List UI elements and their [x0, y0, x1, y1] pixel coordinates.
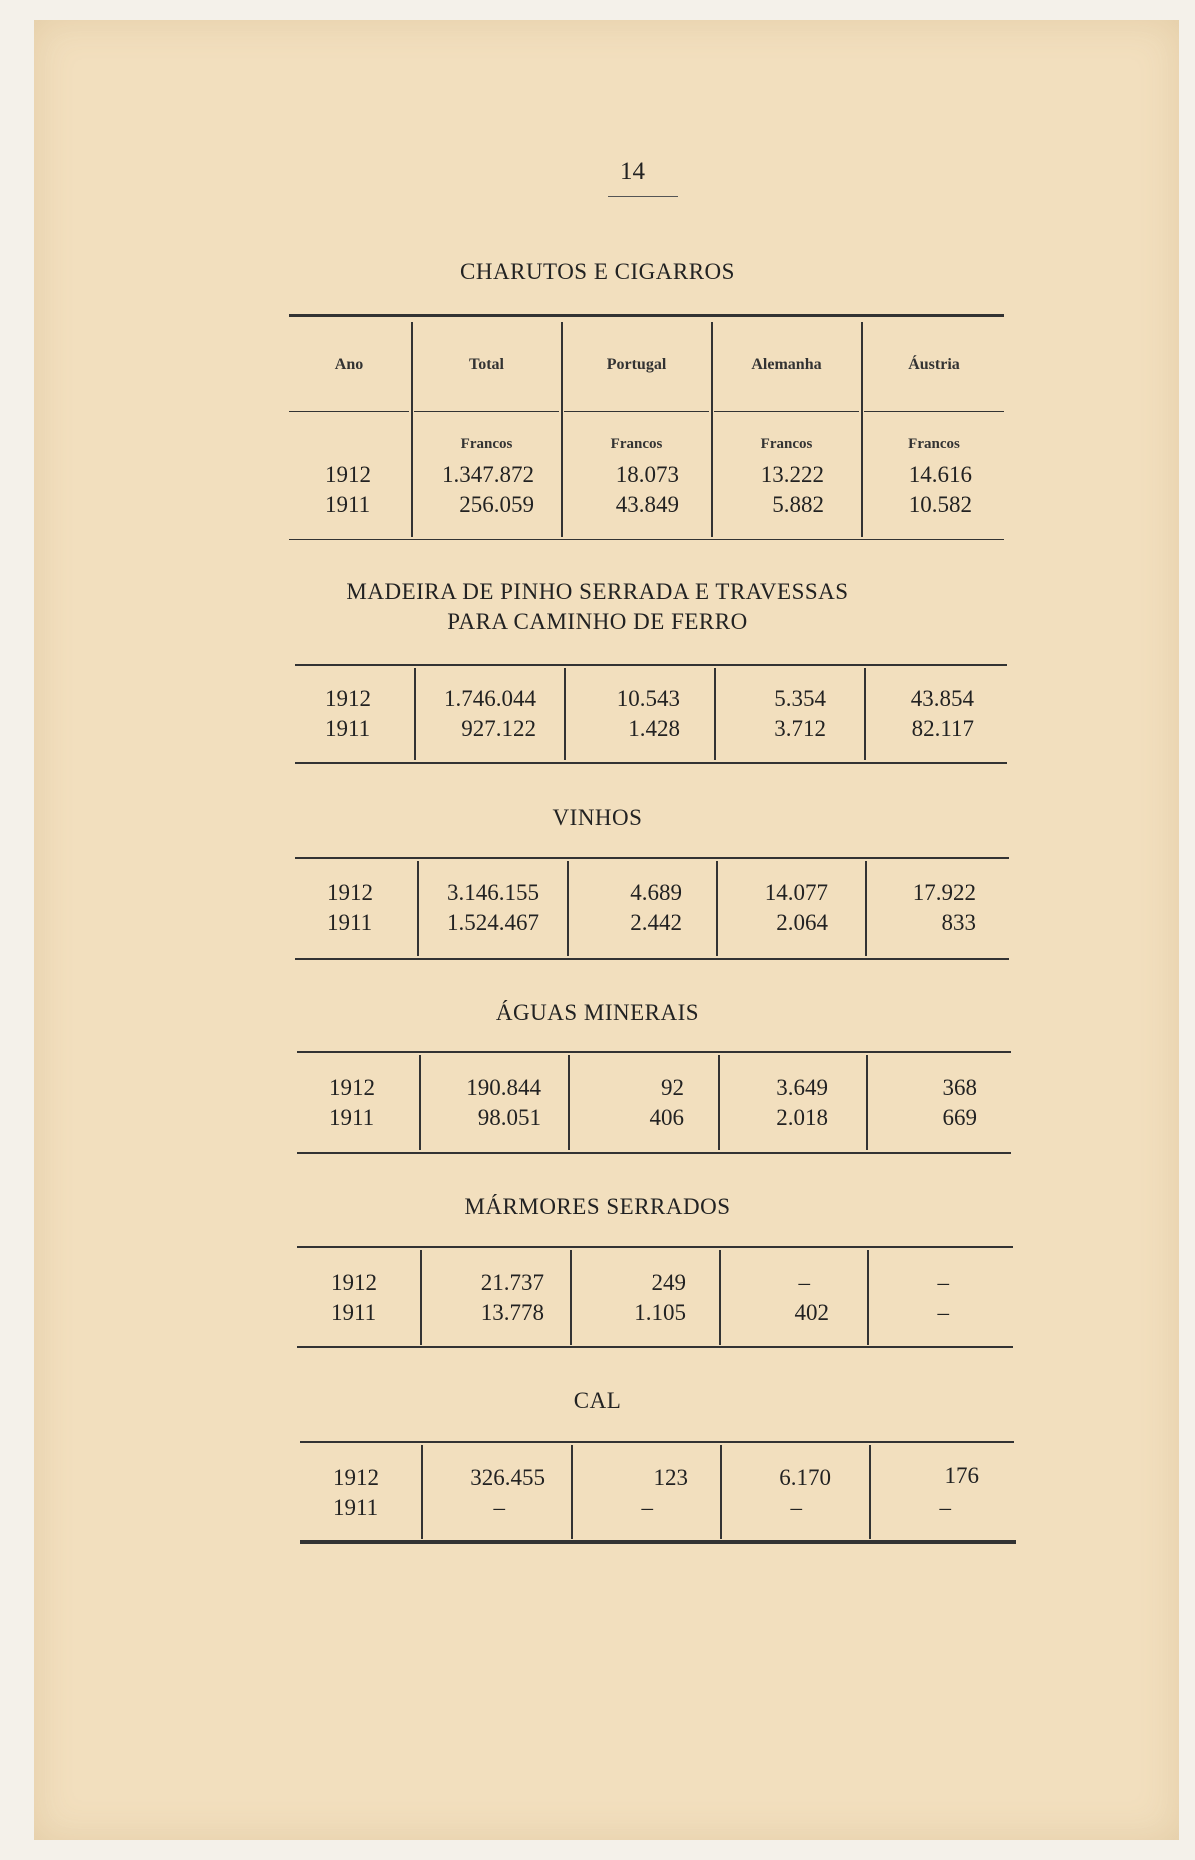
cell-alemanha: 5.354 [774, 686, 826, 711]
cell-year: 1911 [325, 716, 371, 741]
column-header-alemanha: Alemanha [751, 356, 822, 373]
cell-year: 1912 [325, 686, 371, 711]
cell-austria: 43.854 [910, 686, 974, 711]
column-divider [411, 322, 413, 537]
column-divider [718, 1055, 720, 1150]
header-rule [289, 411, 409, 412]
cell-alemanha: 13.222 [760, 462, 824, 487]
cell-alemanha: 2.064 [776, 910, 828, 935]
cell-austria: 14.616 [908, 462, 972, 487]
cell-portugal: 249 [651, 1270, 686, 1295]
column-divider [571, 1445, 573, 1539]
column-divider [864, 668, 866, 760]
cell-year: 1911 [329, 1105, 375, 1130]
cell-austria: 17.922 [912, 880, 976, 905]
column-divider [714, 668, 716, 760]
column-divider [869, 1445, 871, 1539]
column-header-austria: Áustria [908, 356, 960, 373]
cell-portugal: – [641, 1495, 653, 1520]
cell-portugal: 4.689 [630, 880, 682, 905]
section-bottom-rule [295, 958, 1009, 960]
section-top-rule [295, 664, 1007, 666]
cell-year: 1911 [327, 910, 373, 935]
cell-austria: – [937, 1270, 949, 1295]
column-divider [568, 1055, 570, 1150]
cell-alemanha: 14.077 [764, 880, 828, 905]
unit-label-total: Francos [460, 436, 513, 452]
page-number: 14 [620, 158, 645, 185]
column-divider [719, 1250, 721, 1345]
column-divider [720, 1445, 722, 1539]
cell-total: 326.455 [470, 1465, 545, 1490]
column-divider [570, 1250, 572, 1345]
cell-alemanha: 3.649 [776, 1075, 828, 1100]
header-rule [864, 411, 1004, 412]
cell-total: 190.844 [466, 1075, 541, 1100]
column-divider [419, 1055, 421, 1150]
cell-portugal: 43.849 [615, 492, 679, 517]
unit-label-austria: Francos [908, 436, 960, 452]
section-top-rule [297, 1246, 1013, 1248]
cell-total: 1.347.872 [442, 462, 534, 487]
section-bottom-rule [297, 1152, 1011, 1154]
column-divider [711, 322, 713, 537]
column-header-portugal: Portugal [606, 356, 667, 373]
cell-year: 1912 [331, 1270, 377, 1295]
cell-alemanha: 6.170 [779, 1465, 831, 1490]
unit-label-portugal: Francos [610, 436, 663, 452]
column-divider [564, 668, 566, 760]
cell-portugal: 2.442 [630, 910, 682, 935]
column-divider [865, 861, 867, 956]
section-title: ÁGUAS MINERAIS [495, 1000, 700, 1025]
cell-alemanha: – [790, 1495, 802, 1520]
cell-year: 1911 [333, 1495, 379, 1520]
column-divider [716, 861, 718, 956]
column-header-total: Total [469, 356, 504, 373]
cell-austria: 82.117 [911, 716, 974, 741]
cell-total: 21.737 [480, 1270, 544, 1295]
section-title: CAL [573, 1388, 622, 1413]
cell-year: 1912 [333, 1465, 379, 1490]
cell-alemanha: 402 [794, 1300, 829, 1325]
cell-year: 1911 [325, 492, 371, 517]
cell-total: 927.122 [461, 716, 536, 741]
cell-year: 1912 [327, 880, 373, 905]
column-header-year: Ano [334, 356, 364, 373]
unit-label-alemanha: Francos [760, 436, 813, 452]
cell-portugal: 1.105 [634, 1300, 686, 1325]
column-divider [417, 861, 419, 956]
cell-portugal: 406 [649, 1105, 684, 1130]
cell-total: 1.524.467 [447, 910, 539, 935]
section-top-rule [300, 1441, 1014, 1443]
header-rule [714, 411, 859, 412]
section-bottom-rule [289, 539, 1004, 540]
cell-total: 1.746.044 [444, 686, 536, 711]
cell-year: 1912 [329, 1075, 375, 1100]
cell-alemanha: 3.712 [774, 716, 826, 741]
table-top-rule [289, 314, 1004, 317]
cell-portugal: 1.428 [628, 716, 680, 741]
section-title: MADEIRA DE PINHO SERRADA E TRAVESSAS [346, 579, 849, 604]
cell-total: 256.059 [459, 492, 534, 517]
column-divider [861, 322, 863, 537]
cell-austria: 10.582 [908, 492, 972, 517]
cell-total: – [493, 1495, 505, 1520]
header-rule [564, 411, 709, 412]
cell-portugal: 123 [653, 1465, 688, 1490]
table-bottom-rule [300, 1540, 1016, 1544]
cell-austria: 833 [941, 910, 976, 935]
cell-alemanha: – [798, 1270, 810, 1295]
cell-austria: – [937, 1300, 949, 1325]
cell-total: 3.146.155 [447, 880, 539, 905]
column-divider [414, 668, 416, 760]
section-bottom-rule [295, 762, 1007, 764]
column-divider [421, 1445, 423, 1539]
section-title: PARA CAMINHO DE FERRO [447, 609, 748, 634]
cell-year: 1912 [325, 462, 371, 487]
section-title: VINHOS [552, 805, 643, 830]
column-divider [420, 1250, 422, 1345]
cell-total: 98.051 [477, 1105, 541, 1130]
cell-austria: 669 [942, 1105, 977, 1130]
section-top-rule [295, 857, 1009, 859]
column-divider [866, 1055, 868, 1150]
section-title: MÁRMORES SERRADOS [464, 1194, 731, 1219]
cell-alemanha: 2.018 [776, 1105, 828, 1130]
cell-portugal: 92 [661, 1075, 684, 1100]
cell-portugal: 18.073 [615, 462, 679, 487]
column-divider [867, 1250, 869, 1345]
page-number-rule [608, 196, 678, 197]
cell-total: 13.778 [480, 1300, 544, 1325]
header-rule [414, 411, 559, 412]
section-title: CHARUTOS E CIGARROS [460, 259, 735, 284]
column-divider [561, 322, 563, 537]
section-bottom-rule [297, 1346, 1013, 1348]
cell-austria: – [939, 1495, 951, 1520]
cell-portugal: 10.543 [616, 686, 680, 711]
cell-austria: 176 [944, 1463, 979, 1488]
cell-alemanha: 5.882 [772, 492, 824, 517]
column-divider [567, 861, 569, 956]
cell-year: 1911 [331, 1300, 377, 1325]
section-top-rule [297, 1051, 1011, 1053]
cell-austria: 368 [942, 1075, 977, 1100]
